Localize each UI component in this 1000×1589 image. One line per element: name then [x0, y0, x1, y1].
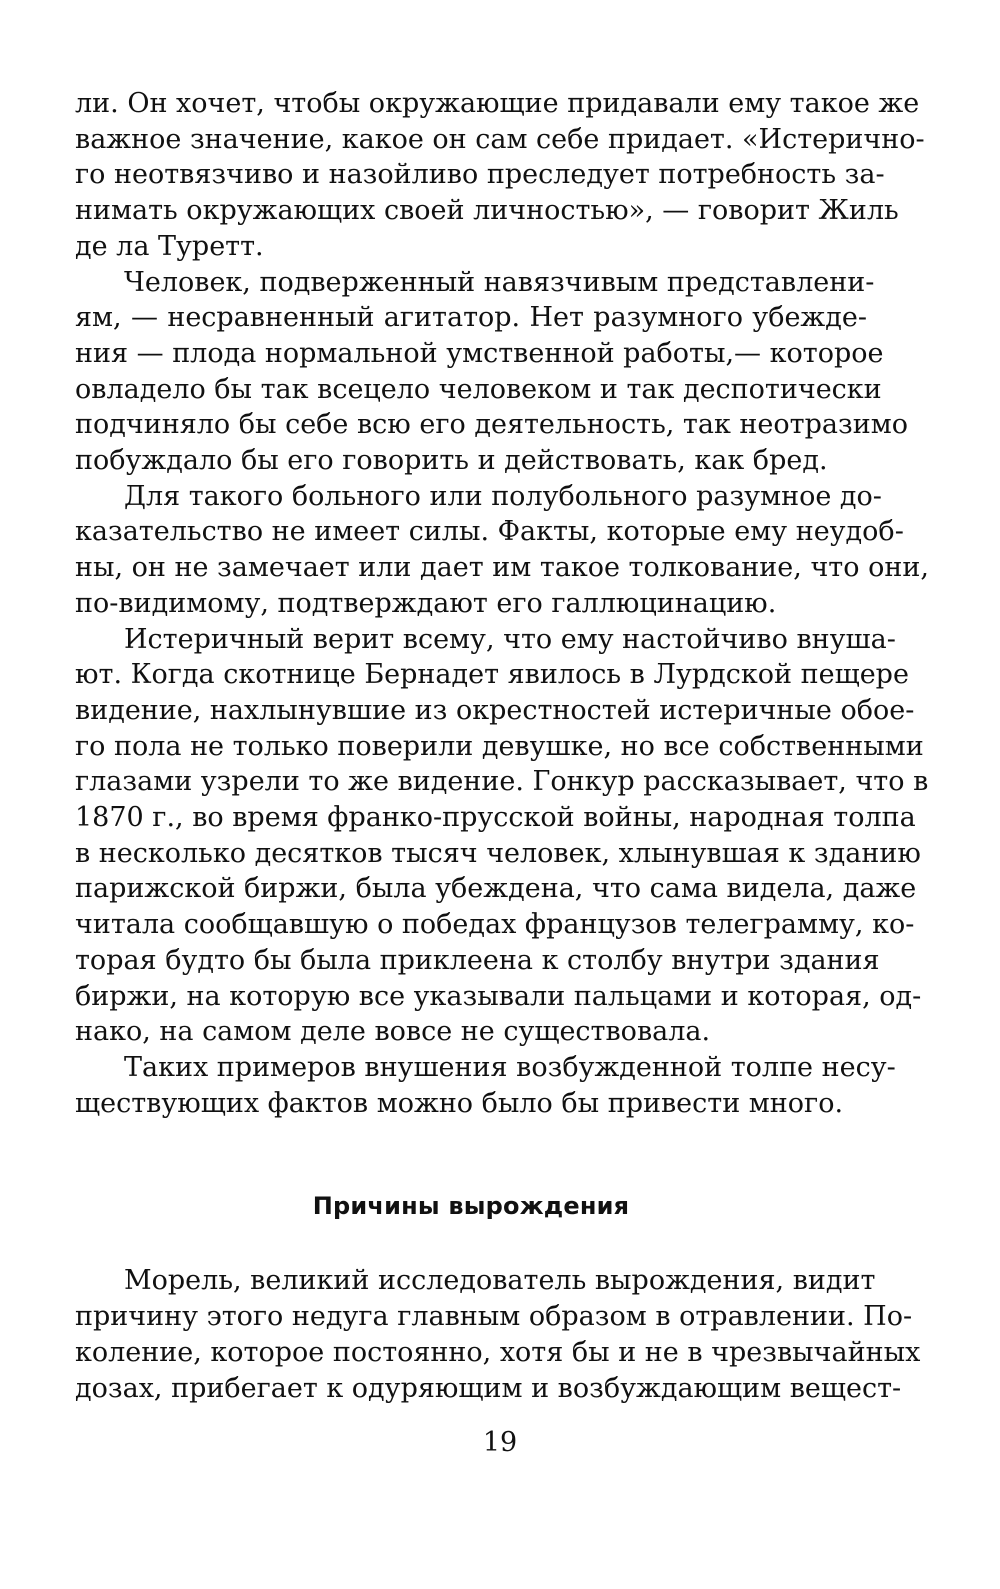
text-line: ществующих фактов можно было бы привести много.: [75, 1087, 844, 1119]
paragraph: [75, 1050, 896, 1121]
text-line: Человек, подверженный навязчивым представлени-: [124, 266, 875, 298]
text-line: 1870 г., во время франко-прусской войны, народная толпа: [75, 802, 916, 834]
text-line: видение, нахлынувшие из окрестностей истеричные обое-: [75, 694, 915, 726]
text-line: овладело бы так всецело человеком и так деспотически: [75, 373, 882, 405]
text-line: де ла Туретт.: [75, 230, 264, 262]
text-line: в несколько десятков тысяч человек, хлынувшая к зданию: [75, 837, 921, 869]
text-line: по-видимому, подтверждают его галлюцинацию.: [75, 587, 777, 619]
paragraph: [75, 1263, 921, 1406]
text-line: нимать окружающих своей личностью», — говорит Жиль: [75, 195, 899, 227]
text-line: Истеричный верит всему, что ему настойчиво внуша-: [124, 623, 896, 655]
text-line: Таких примеров внушения возбужденной толпе несу-: [124, 1051, 896, 1083]
paragraph: [75, 86, 925, 265]
text-line: го неотвязчиво и назойливо преследует потребность за-: [75, 159, 885, 191]
text-line: ния — плода нормальной умственной работы,— которое: [75, 337, 884, 369]
text-line: ям, — несравненный агитатор. Нет разумного убежде-: [75, 302, 867, 334]
text-line: го пола не только поверили девушке, но все собственными: [75, 730, 924, 762]
text-line: Морель, великий исследователь вырождения, видит: [124, 1265, 876, 1297]
text-line: коление, которое постоянно, хотя бы и не в чрезвычайных: [75, 1336, 921, 1368]
text-line: читала сообщавшую о победах французов телеграмму, ко-: [75, 909, 915, 941]
text-line: ют. Когда скотнице Бернадет явилось в Лурдской пещере: [75, 659, 909, 691]
text-line: подчиняло бы себе всю его деятельность, так неотразимо: [75, 409, 908, 441]
text-line: дозах, прибегает к одуряющим и возбуждающим вещест-: [75, 1372, 902, 1404]
text-line: Для такого больного или полубольного разумное до-: [124, 480, 882, 512]
section-title: Причины вырождения: [312, 1192, 630, 1221]
paragraph: [75, 622, 929, 1050]
text-line: важное значение, какое он сам себе придает. «Истерично-: [75, 123, 925, 155]
text-line: побуждало бы его говорить и действовать, как бред.: [75, 445, 828, 477]
text-line: парижской биржи, была убеждена, что сама видела, даже: [75, 873, 917, 905]
text-line: причину этого недуга главным образом в отравлении. По-: [75, 1301, 913, 1333]
page-number: 19: [482, 1427, 518, 1458]
paragraph: [75, 265, 908, 479]
text-line: ны, он не замечает или дает им такое толкование, что они,: [75, 552, 929, 584]
text-line: ли. Он хочет, чтобы окружающие придавали ему такое же: [75, 88, 920, 119]
text-line: торая будто бы была приклеена к столбу внутри здания: [75, 944, 880, 976]
text-line: глазами узрели то же видение. Гонкур рассказывает, что в: [75, 766, 929, 798]
text-line: нако, на самом деле вовсе не существовала.: [75, 1016, 711, 1048]
text-line: биржи, на которую все указывали пальцами и которая, од-: [75, 980, 922, 1012]
paragraph: [75, 479, 929, 622]
text-block: [75, 86, 929, 1406]
text-line: казательство не имеет силы. Факты, которые ему неудоб-: [75, 516, 904, 548]
